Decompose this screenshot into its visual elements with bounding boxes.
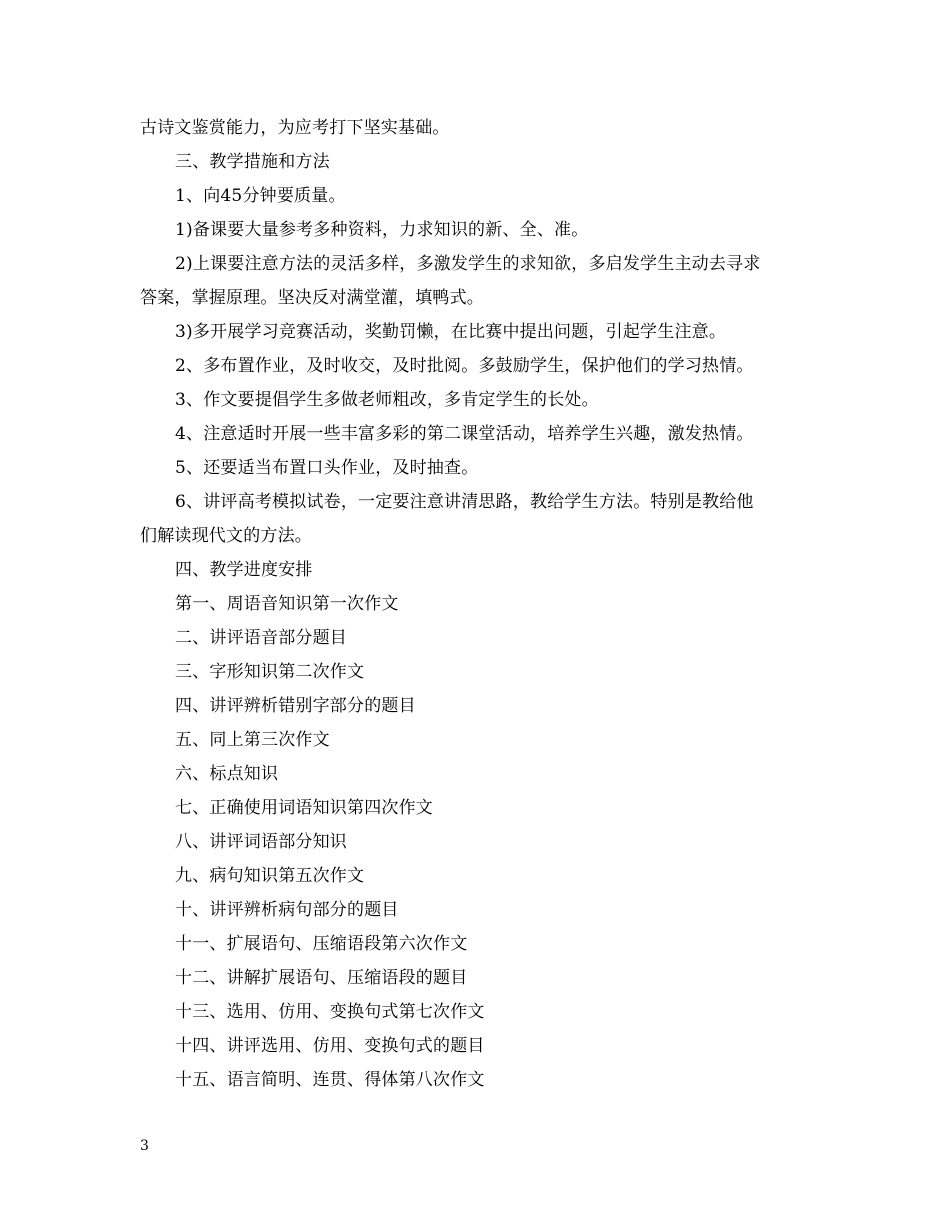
schedule-item: 十四、讲评选用、仿用、变换句式的题目	[175, 1036, 485, 1056]
text-line: 5、还要适当布置口头作业，及时抽查。	[175, 458, 479, 478]
schedule-item: 六、标点知识	[175, 764, 279, 784]
schedule-item: 七、正确使用词语知识第四次作文	[175, 798, 433, 818]
text-line: 古诗文鉴赏能力，为应考打下坚实基础。	[140, 118, 450, 138]
text-line: 3、作文要提倡学生多做老师粗改，多肯定学生的长处。	[175, 390, 599, 410]
schedule-item: 三、字形知识第二次作文	[175, 662, 365, 682]
text-line: 2、多布置作业，及时收交，及时批阅。多鼓励学生，保护他们的学习热情。	[175, 356, 754, 376]
section-heading: 四、教学进度安排	[175, 560, 313, 580]
text-line: 3)多开展学习竞赛活动，奖勤罚懒，在比赛中提出问题，引起学生注意。	[175, 322, 727, 342]
schedule-item: 十三、选用、仿用、变换句式第七次作文	[175, 1002, 485, 1022]
schedule-item: 四、讲评辨析错别字部分的题目	[175, 696, 416, 716]
schedule-item: 十一、扩展语句、压缩语段第六次作文	[175, 934, 468, 954]
schedule-item: 八、讲评词语部分知识	[175, 832, 347, 852]
schedule-item: 五、同上第三次作文	[175, 730, 330, 750]
schedule-item: 九、病句知识第五次作文	[175, 866, 365, 886]
text-line: 1、向45分钟要质量。	[175, 186, 346, 206]
schedule-item: 十二、讲解扩展语句、压缩语段的题目	[175, 968, 468, 988]
schedule-item: 二、讲评语音部分题目	[175, 628, 347, 648]
schedule-item: 第一、周语音知识第一次作文	[175, 594, 399, 614]
text-line: 1)备课要大量参考多种资料，力求知识的新、全、准。	[175, 220, 589, 240]
text-line: 们解读现代文的方法。	[140, 526, 312, 546]
text-line: 答案，掌握原理。坚决反对满堂灌，填鸭式。	[140, 288, 484, 308]
text-line: 4、注意适时开展一些丰富多彩的第二课堂活动，培养学生兴趣，激发热情。	[175, 424, 754, 444]
section-heading: 三、教学措施和方法	[175, 152, 330, 172]
schedule-item: 十五、语言简明、连贯、得体第八次作文	[175, 1070, 485, 1090]
text-line: 6、讲评高考模拟试卷，一定要注意讲清思路，教给学生方法。特别是教给他	[175, 492, 754, 512]
schedule-item: 十、讲评辨析病句部分的题目	[175, 900, 399, 920]
text-line: 2)上课要注意方法的灵活多样，多激发学生的求知欲，多启发学生主动去寻求	[175, 254, 761, 274]
page-number: 3	[140, 1138, 149, 1154]
